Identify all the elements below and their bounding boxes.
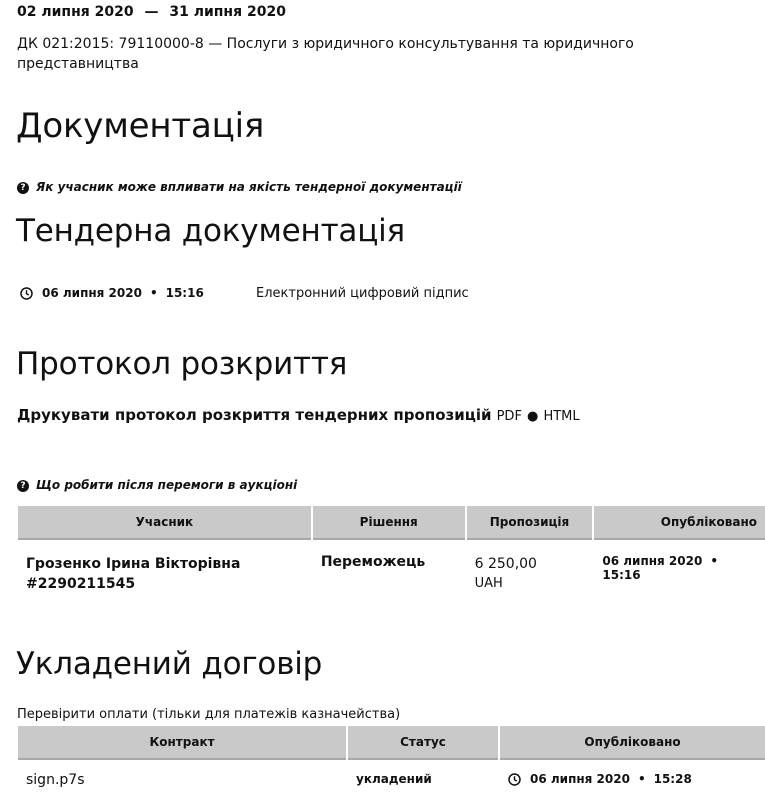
dk-classification: ДК 021:2015: 79110000-8 — Послуги з юридичного консультування та юридичного представництва [17, 36, 634, 72]
column-offer: Пропозиція [467, 506, 593, 540]
print-protocol-row [17, 405, 580, 424]
table-row [18, 540, 765, 594]
print-protocol-label: Друкувати протокол розкриття тендерних пропозицій [17, 406, 492, 424]
contract-title: Укладений договір [16, 646, 323, 682]
offer-amount: 6 250,00 [474, 556, 537, 572]
documentation-hint-text: Як учасник може впливати на якість тендерної документації [36, 180, 462, 194]
contract-table-header [18, 726, 765, 760]
tender-doc-time: 15:16 [165, 286, 204, 300]
contract-published-cell: 06 липня 2020 • 15:28 [500, 760, 765, 788]
question-circle-icon: ? [17, 480, 29, 492]
check-payments-link[interactable]: Перевірити оплати (тільки для платежів казначейства) [17, 707, 401, 722]
winner-hint-link[interactable] [17, 478, 297, 492]
offer-currency: UAH [474, 576, 503, 591]
participant-id: #2290211545 [26, 576, 136, 592]
published-cell: 06 липня 2020 •15:16 [602, 554, 718, 582]
period-dash: — [144, 4, 159, 20]
winner-hint-text: Що робити після перемоги в аукціоні [36, 478, 298, 492]
participant-name: Грозенко Ірина Вікторівна [26, 556, 241, 572]
contract-published-time: 15:28 [653, 772, 692, 786]
digital-signature-link[interactable]: Електронний цифровий підпис [256, 286, 469, 301]
period-start: 02 липня 2020 [17, 4, 134, 20]
offer-cell [467, 540, 593, 594]
participant-cell [18, 540, 311, 594]
column-contract-published: Опубліковано [500, 726, 765, 760]
tender-docs-title: Тендерна документація [16, 213, 405, 249]
column-decision: Рішення [313, 506, 465, 540]
tender-period [17, 4, 286, 20]
protocol-title: Протокол розкриття [16, 346, 348, 382]
table-row [18, 760, 765, 788]
tender-doc-date: 06 липня 2020 [42, 286, 142, 300]
clock-icon [20, 287, 33, 300]
documentation-hint-link[interactable] [17, 180, 462, 194]
bids-table-header [18, 506, 765, 540]
bids-table [16, 506, 765, 594]
decision-cell: Переможець [320, 554, 426, 570]
documentation-title: Документація [16, 106, 265, 146]
column-contract: Контракт [18, 726, 346, 760]
column-published: Опубліковано [594, 506, 765, 540]
format-separator: ● [527, 409, 539, 424]
html-link[interactable]: HTML [543, 409, 580, 424]
bid-published-time: 15:16 [602, 568, 641, 582]
tender-doc-timestamp: 06 липня 2020 • 15:16 [20, 286, 204, 300]
contract-status: укладений [356, 772, 432, 786]
contract-published-date: 06 липня 2020 [530, 772, 630, 786]
question-circle-icon: ? [17, 182, 29, 194]
bid-published-date: 06 липня 2020 [602, 554, 703, 568]
period-end: 31 липня 2020 [169, 4, 286, 20]
column-participant: Учасник [18, 506, 311, 540]
clock-icon [508, 773, 521, 786]
column-status: Статус [348, 726, 498, 760]
pdf-link[interactable]: PDF [496, 409, 522, 424]
contract-table [16, 726, 765, 788]
contract-file-link[interactable]: sign.p7s [26, 772, 85, 788]
